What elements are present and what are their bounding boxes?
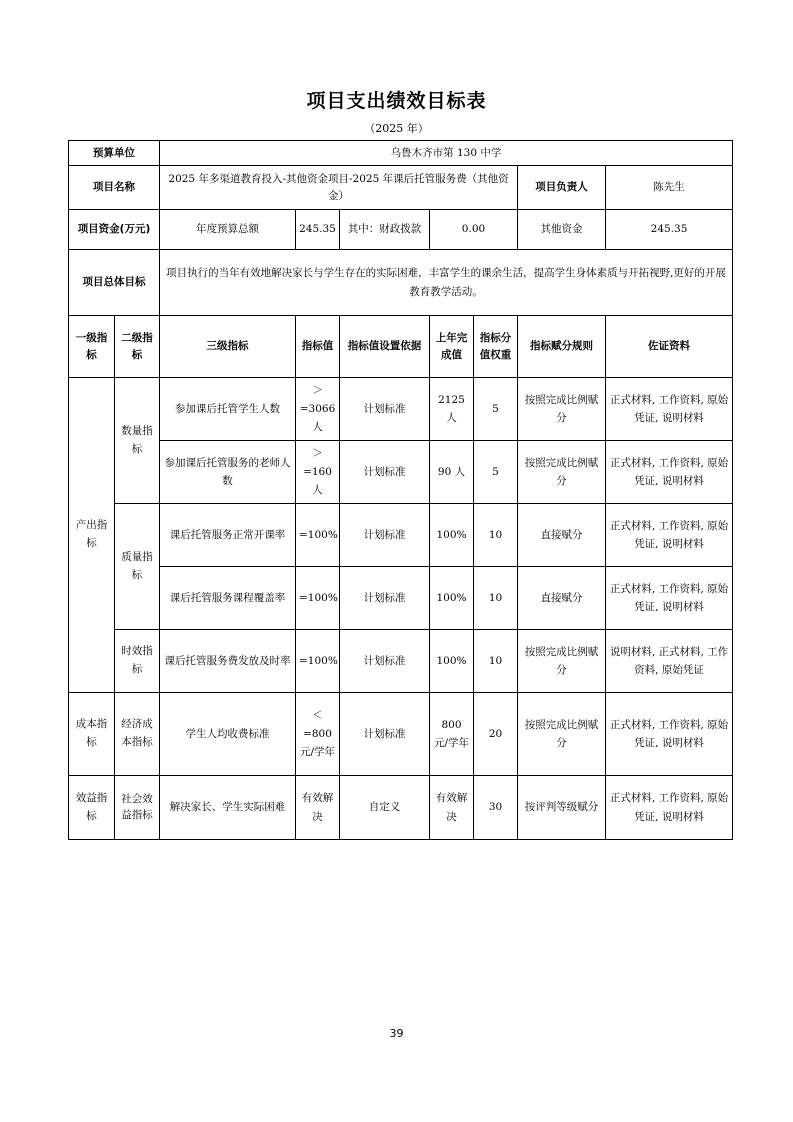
page-title: 项目支出绩效目标表 [306, 90, 487, 112]
indicator-cell: 课后托管服务课程覆盖率 [160, 567, 296, 630]
weight-cell: 10 [474, 504, 518, 567]
col-header-level1: 一级指标 [69, 316, 115, 378]
col-header-level3: 三级指标 [160, 316, 296, 378]
weight-cell: 5 [474, 441, 518, 504]
rule-cell: 按照完成比例赋分 [518, 441, 606, 504]
weight-cell: 20 [474, 693, 518, 776]
indicator-cell: 参加课后托管服务的老师人数 [160, 441, 296, 504]
indicator-cell: 课后托管服务正常开课率 [160, 504, 296, 567]
group-output: 产出指标 [69, 378, 115, 693]
value-cell: =100% [296, 567, 340, 630]
evidence-cell: 正式材料, 工作资料, 原始凭证, 说明材料 [606, 504, 733, 567]
col-header-rule: 指标赋分规则 [518, 316, 606, 378]
evidence-cell: 正式材料, 工作资料, 原始凭证, 说明材料 [606, 693, 733, 776]
table-row [69, 693, 733, 776]
basis-cell: 计划标准 [340, 378, 430, 441]
col-header-weight: 指标分值权重 [474, 316, 518, 378]
project-name-value: 2025 年多渠道教育投入-其他资金项目-2025 年课后托管服务费（其他资金） [160, 166, 518, 210]
fiscal-label: 其中：财政拨款 [340, 210, 430, 250]
basis-cell: 计划标准 [340, 441, 430, 504]
basis-cell: 计划标准 [340, 630, 430, 693]
last-year-cell: 2125人 [430, 378, 474, 441]
other-funds-value [606, 210, 733, 250]
indicator-cell: 学生人均收费标准 [160, 693, 296, 776]
indicator-cell: 解决家长、学生实际困难 [160, 776, 296, 840]
table-row [69, 504, 733, 567]
value-cell: ＜=800元/学年 [296, 693, 340, 776]
basis-cell: 自定义 [340, 776, 430, 840]
year-label: （2025 年） [364, 122, 429, 135]
evidence-cell: 正式材料, 工作资料, 原始凭证, 说明材料 [606, 567, 733, 630]
budget-unit-value: 乌鲁木齐市第 130 中学 [160, 141, 733, 166]
other-funds-label: 其他资金 [540, 223, 583, 236]
project-leader-value: 陈先生 [606, 166, 733, 210]
performance-target-table [68, 140, 733, 840]
last-year-cell: 90 人 [430, 441, 474, 504]
annual-budget-value: 245.35 [296, 210, 340, 250]
rule-cell: 按照完成比例赋分 [518, 378, 606, 441]
rule-cell: 直接赋分 [518, 567, 606, 630]
project-name-label: 项目名称 [69, 166, 160, 210]
page-number: 39 [389, 1027, 404, 1040]
other-funds-amount: 245.35 [650, 223, 688, 236]
evidence-cell: 说明材料, 正式材料, 工作资料, 原始凭证 [606, 630, 733, 693]
budget-unit-label: 预算单位 [69, 141, 160, 166]
weight-cell: 5 [474, 378, 518, 441]
objective-value: 项目执行的当年有效地解决家长与学生存在的实际困难，丰富学生的课余生活，提高学生身体素质与开拓视野,更好的开展教育教学活动。 [160, 250, 733, 316]
col-header-last-year: 上年完成值 [430, 316, 474, 378]
group-quality: 质量指标 [115, 504, 160, 630]
group-benefit: 效益指标 [69, 776, 115, 840]
basis-cell: 计划标准 [340, 693, 430, 776]
last-year-cell: 100% [430, 567, 474, 630]
col-header-evidence: 佐证资料 [606, 316, 733, 378]
rule-cell: 按评判等级赋分 [518, 776, 606, 840]
last-year-cell: 有效解决 [430, 776, 474, 840]
group-economic-cost: 经济成本指标 [115, 693, 160, 776]
table-row [69, 776, 733, 840]
table-row [69, 567, 733, 630]
rule-cell: 按照完成比例赋分 [518, 630, 606, 693]
last-year-cell: 100% [430, 630, 474, 693]
weight-cell: 30 [474, 776, 518, 840]
annual-budget-label: 年度预算总额 [160, 210, 296, 250]
col-header-value: 指标值 [296, 316, 340, 378]
value-cell: =100% [296, 504, 340, 567]
table-row [69, 378, 733, 441]
basis-cell: 计划标准 [340, 567, 430, 630]
group-timeliness: 时效指标 [115, 630, 160, 693]
project-leader-label: 项目负责人 [518, 166, 606, 210]
weight-cell: 10 [474, 630, 518, 693]
value-cell: ＞=160人 [296, 441, 340, 504]
last-year-cell: 100% [430, 504, 474, 567]
indicator-cell: 参加课后托管学生人数 [160, 378, 296, 441]
fiscal-value: 0.00 [430, 210, 518, 250]
evidence-cell: 正式材料, 工作资料, 原始凭证, 说明材料 [606, 378, 733, 441]
group-social-benefit: 社会效益指标 [115, 776, 160, 840]
other-funds-label-cell [518, 210, 606, 250]
value-cell: ＞=3066人 [296, 378, 340, 441]
value-cell: =100% [296, 630, 340, 693]
evidence-cell: 正式材料, 工作资料, 原始凭证, 说明材料 [606, 441, 733, 504]
value-cell: 有效解决 [296, 776, 340, 840]
basis-cell: 计划标准 [340, 504, 430, 567]
group-cost: 成本指标 [69, 693, 115, 776]
funds-label: 项目资金(万元) [69, 210, 160, 250]
objective-label: 项目总体目标 [69, 250, 160, 316]
table-row [69, 441, 733, 504]
col-header-level2: 二级指标 [115, 316, 160, 378]
indicator-cell: 课后托管服务费发放及时率 [160, 630, 296, 693]
rule-cell: 按照完成比例赋分 [518, 693, 606, 776]
col-header-basis: 指标值设置依据 [340, 316, 430, 378]
last-year-cell: 800 元/学年 [430, 693, 474, 776]
group-quantity: 数量指标 [115, 378, 160, 504]
weight-cell: 10 [474, 567, 518, 630]
evidence-cell: 正式材料, 工作资料, 原始凭证, 说明材料 [606, 776, 733, 840]
table-row [69, 630, 733, 693]
rule-cell: 直接赋分 [518, 504, 606, 567]
